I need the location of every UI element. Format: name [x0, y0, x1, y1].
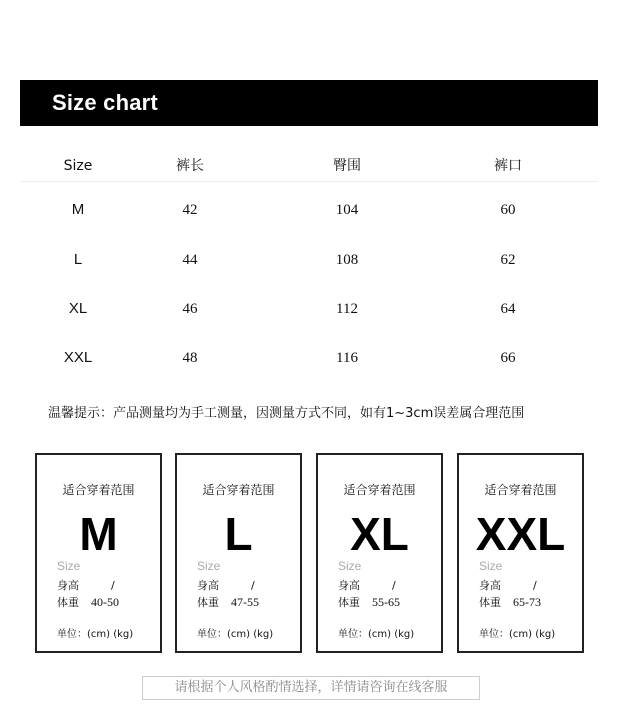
card-size-label: Size — [338, 559, 362, 573]
size-card-l — [175, 453, 302, 653]
height-label: 身高 — [57, 579, 79, 592]
table-row — [20, 293, 598, 325]
height-label: 身高 — [197, 579, 219, 592]
card-size-letter: M — [79, 508, 118, 560]
size-card-m — [35, 453, 162, 653]
header-bar — [20, 80, 598, 126]
table-row — [20, 244, 598, 276]
weight-label: 体重 — [57, 596, 79, 609]
weight-value: 40-50 — [91, 595, 119, 609]
footer-note: 请根据个人风格酌情选择，详情请咨询在线客服 — [142, 676, 480, 700]
table-cell-leg-opening: 66 — [500, 350, 516, 366]
card-unit: 单位：(cm) (kg) — [338, 629, 415, 640]
card-height-line — [197, 577, 255, 593]
weight-label: 体重 — [197, 596, 219, 609]
weight-label: 体重 — [479, 596, 501, 609]
card-weight-line — [338, 594, 400, 610]
card-title: 适合穿着范围 — [484, 483, 557, 497]
table-row — [20, 342, 598, 374]
height-label: 身高 — [479, 579, 501, 592]
size-card-xl — [316, 453, 443, 653]
table-cell-length: 44 — [182, 252, 198, 268]
height-value: / — [111, 579, 115, 592]
table-cell-leg-opening: 64 — [500, 301, 516, 317]
weight-label: 体重 — [338, 596, 360, 609]
card-size-label: Size — [197, 559, 221, 573]
table-cell-size: L — [73, 251, 83, 268]
table-cell-leg-opening: 62 — [500, 252, 516, 268]
height-value: / — [392, 579, 396, 592]
card-size-letter: XXL — [475, 508, 566, 560]
card-weight-line — [197, 594, 259, 610]
column-header-leg-opening: 裤口 — [494, 158, 522, 174]
table-cell-hip: 112 — [336, 301, 358, 317]
card-size-letter: XL — [350, 508, 409, 560]
card-title: 适合穿着范围 — [202, 483, 275, 497]
card-title: 适合穿着范围 — [62, 483, 135, 497]
column-header-size: Size — [63, 158, 93, 174]
card-weight-line — [57, 594, 119, 610]
table-cell-length: 48 — [182, 350, 198, 366]
table-cell-size: XXL — [63, 349, 93, 366]
column-header-length: 裤长 — [176, 158, 204, 174]
height-value: / — [251, 579, 255, 592]
card-size-label: Size — [479, 559, 503, 573]
weight-value: 55-65 — [372, 595, 400, 609]
card-unit: 单位：(cm) (kg) — [197, 629, 274, 640]
weight-value: 47-55 — [231, 595, 259, 609]
weight-value: 65-73 — [513, 595, 541, 609]
table-cell-hip: 108 — [335, 252, 359, 268]
page-title: Size chart — [52, 90, 158, 115]
card-height-line — [57, 577, 115, 593]
table-cell-size: XL — [68, 300, 88, 317]
table-header-row — [20, 150, 598, 182]
table-cell-hip: 116 — [336, 350, 358, 366]
table-cell-length: 46 — [182, 301, 198, 317]
table-row — [20, 194, 598, 226]
card-height-line — [338, 577, 396, 593]
table-cell-size: M — [71, 201, 85, 218]
card-height-line — [479, 577, 537, 593]
table-cell-length: 42 — [182, 202, 198, 218]
size-card-xxl — [457, 453, 584, 653]
card-unit: 单位：(cm) (kg) — [479, 629, 556, 640]
table-cell-leg-opening: 60 — [500, 202, 516, 218]
card-title: 适合穿着范围 — [343, 483, 416, 497]
card-size-letter: L — [224, 508, 253, 560]
card-unit: 单位：(cm) (kg) — [57, 629, 134, 640]
height-label: 身高 — [338, 579, 360, 592]
card-weight-line — [479, 594, 541, 610]
height-value: / — [533, 579, 537, 592]
table-cell-hip: 104 — [335, 202, 359, 218]
size-table — [20, 150, 598, 366]
card-size-label: Size — [57, 559, 81, 573]
column-header-hip: 臀围 — [333, 158, 361, 174]
measurement-notice: 温馨提示：产品测量均为手工测量，因测量方式不同，如有1~3cm误差属合理范围 — [48, 406, 525, 421]
